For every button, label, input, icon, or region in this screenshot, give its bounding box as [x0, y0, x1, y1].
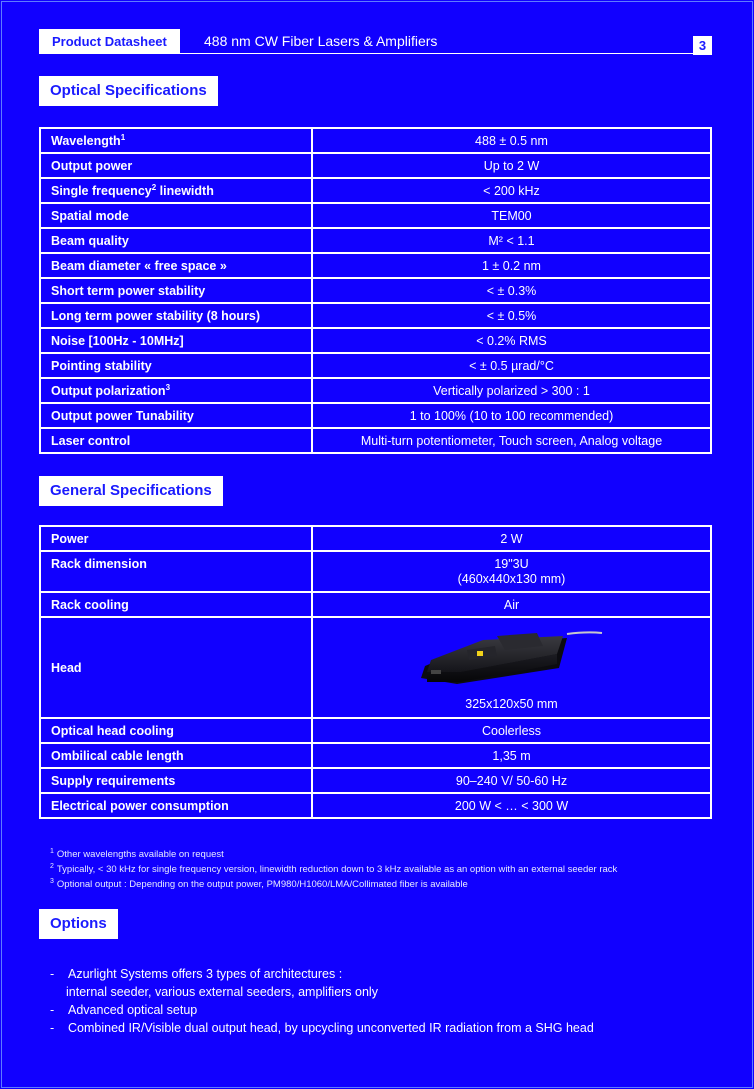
optical-specs-table — [39, 127, 712, 454]
table-row — [40, 793, 711, 818]
table-row — [40, 526, 711, 551]
spec-key-text: Beam diameter « free space » — [51, 258, 227, 273]
table-row — [40, 178, 711, 203]
table-row — [40, 768, 711, 793]
head-dimensions: 325x120x50 mm — [465, 697, 558, 711]
list-item — [50, 1019, 594, 1037]
footnote-number: 2 — [50, 863, 54, 871]
bullet-dash: - — [50, 967, 55, 981]
spec-key — [40, 378, 312, 403]
options-title: Options — [39, 909, 118, 939]
footnote — [50, 846, 617, 861]
spec-key-text: Output power Tunability — [51, 408, 194, 423]
spec-value: < ± 0.3% — [312, 278, 711, 303]
table-row — [40, 328, 711, 353]
bullet-dash: - — [50, 1003, 55, 1017]
spec-key — [40, 178, 312, 203]
spec-key: Optical head cooling — [40, 718, 312, 743]
datasheet-tag: Product Datasheet — [39, 29, 180, 54]
table-row — [40, 128, 711, 153]
optical-specs-title: Optical Specifications — [39, 76, 218, 106]
page-number: 3 — [693, 36, 712, 55]
footnote-number: 3 — [50, 878, 54, 886]
table-row — [40, 228, 711, 253]
spec-key-text: Single frequency — [51, 184, 152, 199]
spec-key — [40, 153, 312, 178]
footnote-ref: 3 — [165, 382, 171, 392]
footnote-text: Optional output : Depending on the output power, PM980/H1060/LMA/Collimated fiber is available — [56, 879, 468, 891]
footnotes — [50, 846, 617, 891]
spec-key-text: Wavelength — [51, 134, 121, 149]
table-row — [40, 718, 711, 743]
spec-value: 200 W < … < 300 W — [312, 793, 711, 818]
table-row — [40, 253, 711, 278]
table-row — [40, 303, 711, 328]
option-text: Azurlight Systems offers 3 types of architectures : — [68, 967, 343, 981]
spec-value: < 200 kHz — [312, 178, 711, 203]
spec-key-text: Beam quality — [51, 233, 129, 248]
table-row — [40, 203, 711, 228]
table-row — [40, 153, 711, 178]
spec-key-text: Long term power stability (8 hours) — [51, 308, 261, 323]
spec-value: 1 to 100% (10 to 100 recommended) — [312, 403, 711, 428]
spec-key — [40, 303, 312, 328]
rack-dimension-line1: 19"3U — [494, 556, 529, 571]
spec-value: 488 ± 0.5 nm — [312, 128, 711, 153]
spec-key-text: Short term power stability — [51, 283, 206, 298]
table-row — [40, 592, 711, 617]
spec-key — [40, 253, 312, 278]
spec-value: 1 ± 0.2 nm — [312, 253, 711, 278]
list-item — [50, 965, 594, 1001]
spec-value: < 0.2% RMS — [312, 328, 711, 353]
footnote-ref: 1 — [120, 132, 126, 142]
option-text: Combined IR/Visible dual output head, by upcycling unconverted IR radiation from a SHG head — [68, 1021, 594, 1035]
table-row — [40, 278, 711, 303]
spec-value: M² < 1.1 — [312, 228, 711, 253]
spec-key: Head — [40, 617, 312, 718]
laser-head-image — [417, 624, 607, 688]
spec-key — [40, 328, 312, 353]
footnote — [50, 876, 617, 891]
table-row — [40, 378, 711, 403]
options-list — [50, 965, 594, 1037]
option-text: Advanced optical setup — [68, 1003, 198, 1017]
table-row — [40, 428, 711, 453]
general-specs-title: General Specifications — [39, 476, 223, 506]
spec-key — [40, 203, 312, 228]
table-row — [40, 617, 711, 718]
spec-key-text: linewidth — [156, 184, 214, 199]
footnote-ref: 2 — [151, 182, 157, 192]
spec-key — [40, 353, 312, 378]
spec-value: < ± 0.5 µrad/°C — [312, 353, 711, 378]
spec-key: Electrical power consumption — [40, 793, 312, 818]
spec-key: Power — [40, 526, 312, 551]
spec-value: 1,35 m — [312, 743, 711, 768]
page-header — [39, 29, 712, 54]
list-item — [50, 1001, 594, 1019]
spec-value: < ± 0.5% — [312, 303, 711, 328]
spec-key-text: Output polarization — [51, 384, 166, 399]
spec-key-text: Output power — [51, 158, 133, 173]
option-text: internal seeder, various external seeders, amplifiers only — [66, 985, 378, 999]
spec-value: Multi-turn potentiometer, Touch screen, Analog voltage — [312, 428, 711, 453]
footnote — [50, 861, 617, 876]
spec-key — [40, 278, 312, 303]
spec-key — [40, 128, 312, 153]
spec-value: Up to 2 W — [312, 153, 711, 178]
spec-key-text: Pointing stability — [51, 358, 152, 373]
spec-value: 2 W — [312, 526, 711, 551]
spec-value: Air — [312, 592, 711, 617]
rack-dimension-line2: (460x440x130 mm) — [457, 571, 566, 586]
spec-key: Supply requirements — [40, 768, 312, 793]
spec-value: Vertically polarized > 300 : 1 — [312, 378, 711, 403]
spec-key-text: Spatial mode — [51, 208, 129, 223]
spec-key — [40, 428, 312, 453]
spec-key: Rack cooling — [40, 592, 312, 617]
header-title: 488 nm CW Fiber Lasers & Amplifiers — [204, 33, 438, 49]
spec-value: TEM00 — [312, 203, 711, 228]
footnote-text: Other wavelengths available on request — [56, 849, 224, 861]
spec-value — [312, 617, 711, 718]
spec-key-text: Noise [100Hz - 10MHz] — [51, 333, 184, 348]
spec-value: Coolerless — [312, 718, 711, 743]
table-row — [40, 403, 711, 428]
spec-value — [312, 551, 711, 592]
table-row — [40, 743, 711, 768]
footnote-text: Typically, < 30 kHz for single frequency version, linewidth reduction down to 3 kHz available as an option with an external seeder rack — [56, 864, 618, 876]
spec-key-text: Laser control — [51, 433, 131, 448]
spec-key — [40, 228, 312, 253]
spec-key: Ombilical cable length — [40, 743, 312, 768]
table-row — [40, 551, 711, 592]
table-row — [40, 353, 711, 378]
general-specs-table — [39, 525, 712, 819]
spec-value: 90–240 V/ 50-60 Hz — [312, 768, 711, 793]
spec-key — [40, 403, 312, 428]
footnote-number: 1 — [50, 848, 54, 855]
bullet-dash: - — [50, 1021, 55, 1035]
spec-key: Rack dimension — [40, 551, 312, 592]
